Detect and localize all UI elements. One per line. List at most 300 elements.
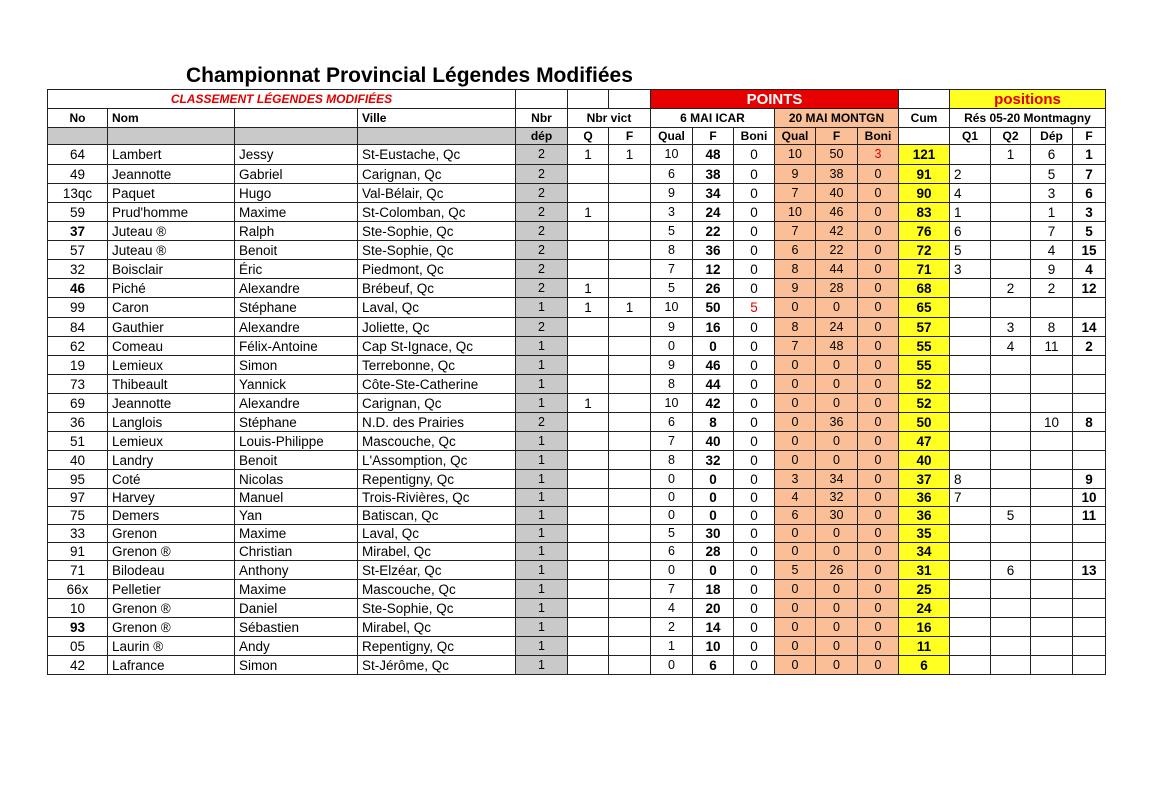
cell-e1-f: 6 [693, 656, 734, 675]
cell-vict-f [609, 222, 651, 241]
cell-vict-f [609, 470, 651, 489]
cell-prenom: Hugo [235, 184, 358, 203]
cell-cum: 76 [899, 222, 950, 241]
cell-q2: 3 [991, 318, 1031, 337]
cell-dep: 8 [1031, 318, 1073, 337]
cell-vict-q [568, 561, 609, 580]
cell-cum: 52 [899, 394, 950, 413]
cell-ville: Mascouche, Qc [358, 580, 516, 599]
cell-e2-f: 0 [816, 298, 858, 318]
table-row [48, 279, 1106, 298]
cell-vict-q [568, 432, 609, 451]
table-row [48, 656, 1106, 675]
cell-e2-qual: 0 [775, 356, 816, 375]
col-ville: Ville [358, 109, 516, 128]
cell-e1-qual: 7 [651, 260, 693, 279]
cell-vict-q [568, 222, 609, 241]
cell-e2-boni: 0 [858, 451, 899, 470]
cell-nom: Grenon ® [108, 543, 235, 561]
cell-vict-f [609, 543, 651, 561]
cell-q2: 4 [991, 337, 1031, 356]
table-row [48, 432, 1106, 451]
cell-e2-boni: 0 [858, 543, 899, 561]
cell-dep [1031, 470, 1073, 489]
table-row [48, 356, 1106, 375]
cell-e2-qual: 0 [775, 656, 816, 675]
cell-cum: 68 [899, 279, 950, 298]
cell-no: 05 [48, 637, 108, 656]
table-row [48, 637, 1106, 656]
cell-q1: 7 [950, 489, 991, 507]
col-dep: dép [516, 128, 568, 145]
cell-f [1073, 451, 1106, 470]
cell-q2: 2 [991, 279, 1031, 298]
cell-vict-q [568, 580, 609, 599]
cell-cum: 36 [899, 489, 950, 507]
cell-e2-qual: 7 [775, 337, 816, 356]
cell-cum: 37 [899, 470, 950, 489]
cell-no: 32 [48, 260, 108, 279]
cell-dep: 2 [1031, 279, 1073, 298]
cell-prenom: Simon [235, 356, 358, 375]
cell-e1-qual: 0 [651, 656, 693, 675]
cell-prenom: Alexandre [235, 318, 358, 337]
cell-vict-f [609, 637, 651, 656]
cell-q1 [950, 561, 991, 580]
cell-f [1073, 656, 1106, 675]
cell-e1-boni: 0 [734, 599, 775, 618]
cell-e2-qual: 4 [775, 489, 816, 507]
cell-nom: Juteau ® [108, 222, 235, 241]
cell-vict-q [568, 543, 609, 561]
cell-q2 [991, 203, 1031, 222]
cell-e2-boni: 0 [858, 599, 899, 618]
cell-e2-boni: 0 [858, 470, 899, 489]
table-row [48, 318, 1106, 337]
cell-e1-f: 20 [693, 599, 734, 618]
cell-no: 64 [48, 145, 108, 165]
cell-cum: 71 [899, 260, 950, 279]
cell-e1-qual: 7 [651, 432, 693, 451]
table-row [48, 184, 1106, 203]
cell-nbr-dep: 1 [516, 489, 568, 507]
cell-e1-boni: 0 [734, 580, 775, 599]
cell-e2-f: 50 [816, 145, 858, 165]
col-nbr-vict: Nbr vict [568, 109, 651, 128]
cell-e1-f: 28 [693, 543, 734, 561]
cell-q1 [950, 599, 991, 618]
cell-e2-qual: 0 [775, 451, 816, 470]
cell-e2-qual: 0 [775, 580, 816, 599]
cell-nbr-dep: 1 [516, 298, 568, 318]
cell-nom: Lemieux [108, 432, 235, 451]
cell-e1-qual: 6 [651, 543, 693, 561]
table-row [48, 489, 1106, 507]
cell-f: 5 [1073, 222, 1106, 241]
cell-nom: Piché [108, 279, 235, 298]
cell-ville: Ste-Sophie, Qc [358, 599, 516, 618]
cell-e1-f: 42 [693, 394, 734, 413]
cell-e2-f: 0 [816, 432, 858, 451]
cell-f: 2 [1073, 337, 1106, 356]
cell-e1-qual: 0 [651, 470, 693, 489]
cell-ville: Piedmont, Qc [358, 260, 516, 279]
cell-vict-f [609, 599, 651, 618]
cell-e1-boni: 0 [734, 375, 775, 394]
cell-dep: 1 [1031, 203, 1073, 222]
cell-vict-q [568, 451, 609, 470]
cell-e2-qual: 9 [775, 165, 816, 184]
cell-q1: 2 [950, 165, 991, 184]
cell-e1-f: 34 [693, 184, 734, 203]
col-q1: Q1 [950, 128, 991, 145]
cell-e1-qual: 9 [651, 318, 693, 337]
cell-q1 [950, 618, 991, 637]
cell-f: 13 [1073, 561, 1106, 580]
cell-vict-q [568, 184, 609, 203]
cell-e1-qual: 9 [651, 356, 693, 375]
cell-e2-f: 32 [816, 489, 858, 507]
cell-ville: St-Eustache, Qc [358, 145, 516, 165]
cell-e2-qual: 0 [775, 525, 816, 543]
cell-cum: 35 [899, 525, 950, 543]
cell-vict-q [568, 260, 609, 279]
cell-nbr-dep: 1 [516, 356, 568, 375]
cell-e2-boni: 0 [858, 298, 899, 318]
header-row-sub [48, 128, 1106, 145]
cell-f: 3 [1073, 203, 1106, 222]
cell-dep: 6 [1031, 145, 1073, 165]
cell-e1-f: 36 [693, 241, 734, 260]
header-row-groups [48, 90, 1106, 109]
cell-no: 13qc [48, 184, 108, 203]
cell-vict-f [609, 241, 651, 260]
table-row [48, 260, 1106, 279]
cell-e2-f: 0 [816, 637, 858, 656]
cell-e2-f: 30 [816, 507, 858, 525]
cell-q1 [950, 451, 991, 470]
cell-nbr-dep: 1 [516, 507, 568, 525]
classement-label: CLASSEMENT LÉGENDES MODIFIÉES [48, 90, 516, 109]
cell-e1-qual: 5 [651, 222, 693, 241]
cell-q2 [991, 241, 1031, 260]
cell-nbr-dep: 1 [516, 432, 568, 451]
header-row-columns [48, 109, 1106, 128]
cell-dep [1031, 637, 1073, 656]
cell-q1: 4 [950, 184, 991, 203]
cell-e2-f: 0 [816, 451, 858, 470]
cell-vict-q [568, 413, 609, 432]
cell-e1-boni: 0 [734, 561, 775, 580]
cell-prenom: Nicolas [235, 470, 358, 489]
cell-no: 36 [48, 413, 108, 432]
cell-nom: Comeau [108, 337, 235, 356]
cell-e2-boni: 0 [858, 637, 899, 656]
page-title: Championnat Provincial Légendes Modifiées [186, 64, 633, 87]
col-qual2: Qual [775, 128, 816, 145]
cell-q2 [991, 618, 1031, 637]
cell-no: 57 [48, 241, 108, 260]
cell-vict-q [568, 599, 609, 618]
cell-nbr-dep: 1 [516, 561, 568, 580]
cell-e2-qual: 3 [775, 470, 816, 489]
cell-cum: 36 [899, 507, 950, 525]
cell-nom: Jeannotte [108, 165, 235, 184]
cell-prenom: Sébastien [235, 618, 358, 637]
cell-cum: 57 [899, 318, 950, 337]
cell-e2-boni: 0 [858, 356, 899, 375]
cell-e2-boni: 0 [858, 618, 899, 637]
table-row [48, 451, 1106, 470]
cell-e1-qual: 10 [651, 145, 693, 165]
cell-ville: N.D. des Prairies [358, 413, 516, 432]
col-f2: F [816, 128, 858, 145]
cell-f: 11 [1073, 507, 1106, 525]
cell-e1-boni: 0 [734, 394, 775, 413]
cell-f: 15 [1073, 241, 1106, 260]
cell-cum: 47 [899, 432, 950, 451]
cell-vict-f [609, 507, 651, 525]
cell-e2-qual: 0 [775, 375, 816, 394]
cell-e1-qual: 7 [651, 580, 693, 599]
cell-f: 9 [1073, 470, 1106, 489]
cell-q2 [991, 432, 1031, 451]
cell-e1-f: 10 [693, 637, 734, 656]
cell-e1-f: 12 [693, 260, 734, 279]
cell-e1-qual: 8 [651, 375, 693, 394]
cell-dep: 3 [1031, 184, 1073, 203]
cell-nbr-dep: 2 [516, 165, 568, 184]
cell-ville: Mirabel, Qc [358, 618, 516, 637]
cell-no: 84 [48, 318, 108, 337]
cell-e2-boni: 0 [858, 580, 899, 599]
cell-nbr-dep: 1 [516, 656, 568, 675]
cell-e1-f: 0 [693, 507, 734, 525]
cell-prenom: Benoit [235, 241, 358, 260]
cell-e2-qual: 8 [775, 260, 816, 279]
cell-f: 8 [1073, 413, 1106, 432]
cell-prenom: Stéphane [235, 298, 358, 318]
cell-vict-q [568, 337, 609, 356]
cell-cum: 6 [899, 656, 950, 675]
cell-prenom: Louis-Philippe [235, 432, 358, 451]
cell-q1 [950, 507, 991, 525]
cell-nbr-dep: 2 [516, 184, 568, 203]
table-row [48, 298, 1106, 318]
cell-prenom: Benoit [235, 451, 358, 470]
cell-q2 [991, 637, 1031, 656]
cell-e1-boni: 0 [734, 260, 775, 279]
cell-e1-boni: 0 [734, 543, 775, 561]
cell-vict-q [568, 618, 609, 637]
standings-table [47, 89, 1106, 675]
cell-dep [1031, 451, 1073, 470]
cell-vict-q: 1 [568, 298, 609, 318]
cell-e1-boni: 0 [734, 337, 775, 356]
cell-dep: 5 [1031, 165, 1073, 184]
cell-e2-f: 0 [816, 525, 858, 543]
cell-q1 [950, 356, 991, 375]
cell-no: 91 [48, 543, 108, 561]
cell-cum: 55 [899, 356, 950, 375]
cell-vict-q [568, 637, 609, 656]
cell-cum: 52 [899, 375, 950, 394]
cell-cum: 72 [899, 241, 950, 260]
cell-no: 19 [48, 356, 108, 375]
cell-dep [1031, 599, 1073, 618]
cell-vict-f [609, 451, 651, 470]
cell-ville: Val-Bélair, Qc [358, 184, 516, 203]
cell-e2-boni: 0 [858, 394, 899, 413]
cell-dep [1031, 561, 1073, 580]
cell-cum: 25 [899, 580, 950, 599]
cell-no: 66x [48, 580, 108, 599]
cell-e2-boni: 0 [858, 489, 899, 507]
cell-no: 75 [48, 507, 108, 525]
positions-header: positions [950, 90, 1106, 109]
cell-e2-boni: 0 [858, 184, 899, 203]
cell-f: 10 [1073, 489, 1106, 507]
cell-vict-f [609, 184, 651, 203]
cell-ville: Carignan, Qc [358, 165, 516, 184]
points-header: POINTS [651, 90, 899, 109]
cell-e2-boni: 0 [858, 656, 899, 675]
cell-cum: 16 [899, 618, 950, 637]
cell-e2-qual: 0 [775, 413, 816, 432]
cell-e1-boni: 0 [734, 241, 775, 260]
cell-nbr-dep: 1 [516, 637, 568, 656]
cell-q1 [950, 145, 991, 165]
cell-e2-boni: 0 [858, 222, 899, 241]
cell-e2-f: 44 [816, 260, 858, 279]
cell-e1-boni: 0 [734, 279, 775, 298]
cell-f: 1 [1073, 145, 1106, 165]
cell-e1-f: 0 [693, 489, 734, 507]
cell-ville: Ste-Sophie, Qc [358, 222, 516, 241]
cell-prenom: Gabriel [235, 165, 358, 184]
cell-e1-f: 8 [693, 413, 734, 432]
cell-ville: Terrebonne, Qc [358, 356, 516, 375]
cell-f [1073, 356, 1106, 375]
cell-f [1073, 298, 1106, 318]
cell-prenom: Félix-Antoine [235, 337, 358, 356]
cell-nom: Bilodeau [108, 561, 235, 580]
cell-vict-q [568, 165, 609, 184]
cell-q1 [950, 318, 991, 337]
cell-q1 [950, 637, 991, 656]
cell-vict-f [609, 580, 651, 599]
cell-e2-f: 28 [816, 279, 858, 298]
cell-dep [1031, 656, 1073, 675]
cell-e2-qual: 0 [775, 298, 816, 318]
cell-e2-f: 46 [816, 203, 858, 222]
cell-e2-qual: 0 [775, 599, 816, 618]
cell-e2-boni: 0 [858, 337, 899, 356]
cell-e2-boni: 0 [858, 203, 899, 222]
cell-f [1073, 618, 1106, 637]
table-row [48, 222, 1106, 241]
table-row [48, 580, 1106, 599]
cell-q2 [991, 489, 1031, 507]
cell-ville: L'Assomption, Qc [358, 451, 516, 470]
cell-q1: 3 [950, 260, 991, 279]
cell-ville: Laval, Qc [358, 298, 516, 318]
cell-q2 [991, 543, 1031, 561]
cell-q1 [950, 525, 991, 543]
cell-e2-boni: 0 [858, 561, 899, 580]
cell-prenom: Maxime [235, 580, 358, 599]
cell-vict-f [609, 203, 651, 222]
cell-e2-f: 42 [816, 222, 858, 241]
cell-nom: Grenon [108, 525, 235, 543]
cell-e2-qual: 5 [775, 561, 816, 580]
cell-e1-boni: 0 [734, 222, 775, 241]
cell-ville: Ste-Sophie, Qc [358, 241, 516, 260]
cell-dep: 9 [1031, 260, 1073, 279]
cell-e2-f: 0 [816, 394, 858, 413]
cell-dep [1031, 507, 1073, 525]
cell-vict-q [568, 470, 609, 489]
cell-e2-qual: 0 [775, 618, 816, 637]
cell-e1-f: 38 [693, 165, 734, 184]
cell-q2: 1 [991, 145, 1031, 165]
cell-q1 [950, 298, 991, 318]
cell-e2-f: 0 [816, 599, 858, 618]
cell-e1-boni: 0 [734, 432, 775, 451]
col-nom: Nom [108, 109, 235, 128]
cell-e1-boni: 0 [734, 656, 775, 675]
cell-vict-f [609, 432, 651, 451]
table-row [48, 394, 1106, 413]
cell-e1-f: 30 [693, 525, 734, 543]
cell-e1-qual: 0 [651, 561, 693, 580]
cell-e1-boni: 0 [734, 489, 775, 507]
cell-nbr-dep: 1 [516, 543, 568, 561]
cell-cum: 121 [899, 145, 950, 165]
cell-cum: 50 [899, 413, 950, 432]
cell-no: 71 [48, 561, 108, 580]
cell-nbr-dep: 1 [516, 337, 568, 356]
cell-q2 [991, 580, 1031, 599]
cell-f: 14 [1073, 318, 1106, 337]
cell-e1-boni: 0 [734, 356, 775, 375]
cell-q1: 6 [950, 222, 991, 241]
cell-no: 37 [48, 222, 108, 241]
cell-e1-qual: 3 [651, 203, 693, 222]
cell-nbr-dep: 1 [516, 525, 568, 543]
cell-q1: 8 [950, 470, 991, 489]
cell-ville: St-Jérôme, Qc [358, 656, 516, 675]
cell-dep [1031, 394, 1073, 413]
cell-e1-boni: 0 [734, 165, 775, 184]
cell-vict-f [609, 165, 651, 184]
cell-e2-f: 0 [816, 656, 858, 675]
cell-e2-boni: 0 [858, 279, 899, 298]
cell-ville: Côte-Ste-Catherine [358, 375, 516, 394]
cell-e1-f: 0 [693, 337, 734, 356]
cell-e1-f: 16 [693, 318, 734, 337]
cell-nom: Grenon ® [108, 618, 235, 637]
cell-f: 6 [1073, 184, 1106, 203]
cell-e2-qual: 6 [775, 507, 816, 525]
cell-cum: 34 [899, 543, 950, 561]
cell-e1-qual: 10 [651, 394, 693, 413]
cell-no: 49 [48, 165, 108, 184]
cell-prenom: Manuel [235, 489, 358, 507]
cell-ville: Mascouche, Qc [358, 432, 516, 451]
cell-no: 59 [48, 203, 108, 222]
cell-e2-qual: 6 [775, 241, 816, 260]
